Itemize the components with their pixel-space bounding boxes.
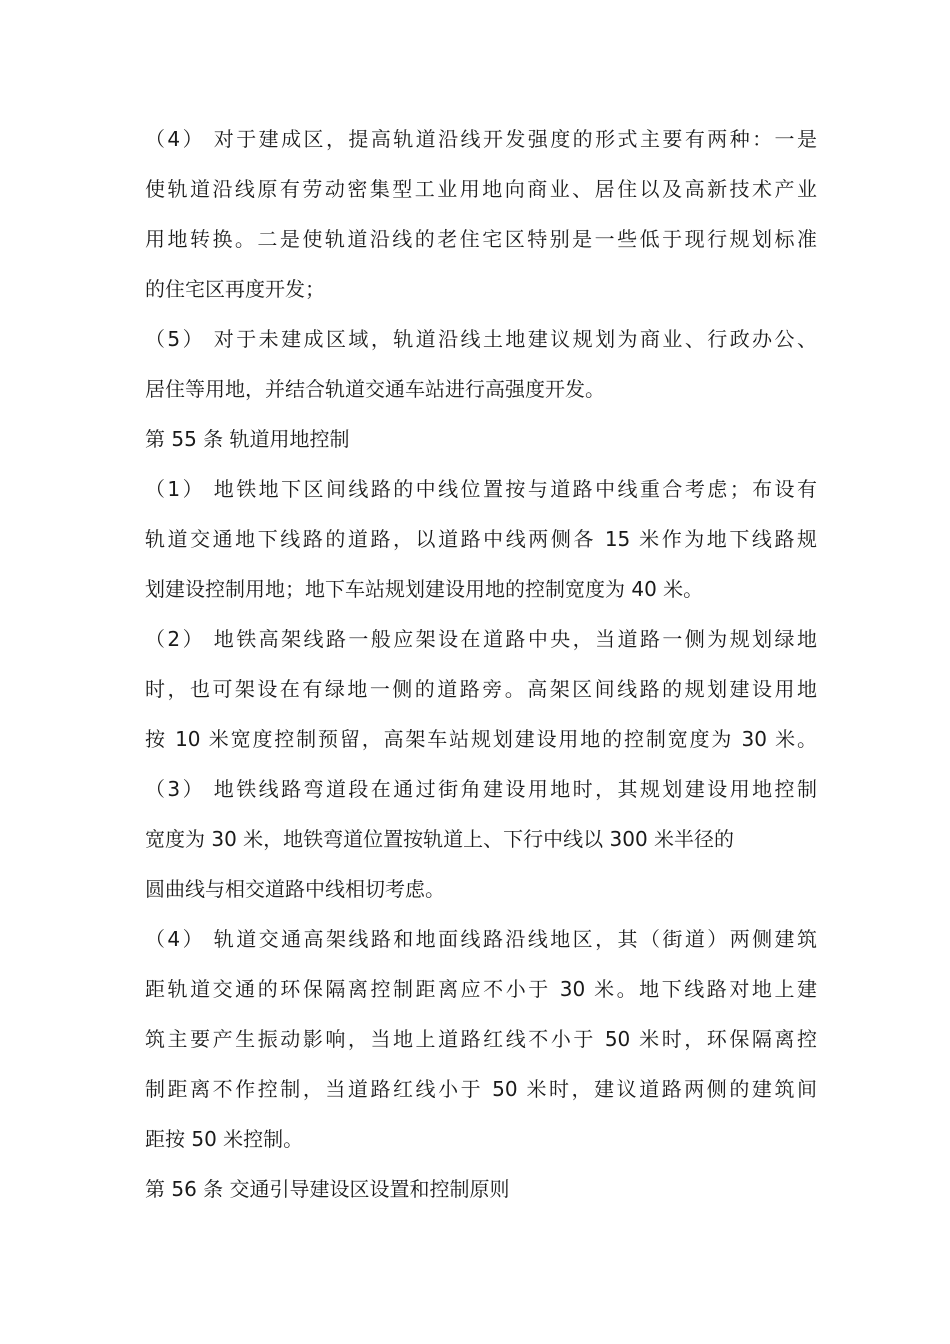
text-line: （1） 地铁地下区间线路的中线位置按与道路中线重合考虑；布设有	[145, 477, 817, 501]
text-line: 划建设控制用地；地下车站规划建设用地的控制宽度为 40 米。	[145, 577, 704, 601]
text-line: 的住宅区再度开发；	[145, 277, 325, 301]
text-line: 距按 50 米控制。	[145, 1127, 304, 1151]
text-line: 宽度为 30 米，地铁弯道位置按轨道上、下行中线以 300 米半径的	[145, 827, 735, 851]
text-line: 圆曲线与相交道路中线相切考虑。	[145, 877, 445, 901]
text-line: （4） 轨道交通高架线路和地面线路沿线地区，其（街道）两侧建筑	[145, 927, 817, 951]
article-heading-56: 第 56 条 交通引导建设区设置和控制原则	[145, 1177, 510, 1201]
text-line: 距轨道交通的环保隔离控制距离应不小于 30 米。地下线路对地上建	[145, 977, 817, 1001]
text-line: （4） 对于建成区，提高轨道沿线开发强度的形式主要有两种：一是	[145, 127, 817, 151]
text-line: 用地转换。二是使轨道沿线的老住宅区特别是一些低于现行规划标准	[145, 227, 817, 251]
text-line: （2） 地铁高架线路一般应架设在道路中央，当道路一侧为规划绿地	[145, 627, 817, 651]
text-line: 居住等用地，并结合轨道交通车站进行高强度开发。	[145, 377, 605, 401]
text-line: 筑主要产生振动影响，当地上道路红线不小于 50 米时，环保隔离控	[145, 1027, 817, 1051]
text-line: 按 10 米宽度控制预留，高架车站规划建设用地的控制宽度为 30 米。	[145, 727, 817, 751]
text-line: （3） 地铁线路弯道段在通过街角建设用地时，其规划建设用地控制	[145, 777, 817, 801]
document-body	[145, 114, 817, 1214]
text-line: 时，也可架设在有绿地一侧的道路旁。高架区间线路的规划建设用地	[145, 677, 817, 701]
text-line: （5） 对于未建成区域，轨道沿线土地建议规划为商业、行政办公、	[145, 327, 817, 351]
text-line: 制距离不作控制，当道路红线小于 50 米时，建议道路两侧的建筑间	[145, 1077, 817, 1101]
article-heading-55: 第 55 条 轨道用地控制	[145, 427, 350, 451]
text-line: 使轨道沿线原有劳动密集型工业用地向商业、居住以及高新技术产业	[145, 177, 817, 201]
text-line: 轨道交通地下线路的道路，以道路中线两侧各 15 米作为地下线路规	[145, 527, 817, 551]
